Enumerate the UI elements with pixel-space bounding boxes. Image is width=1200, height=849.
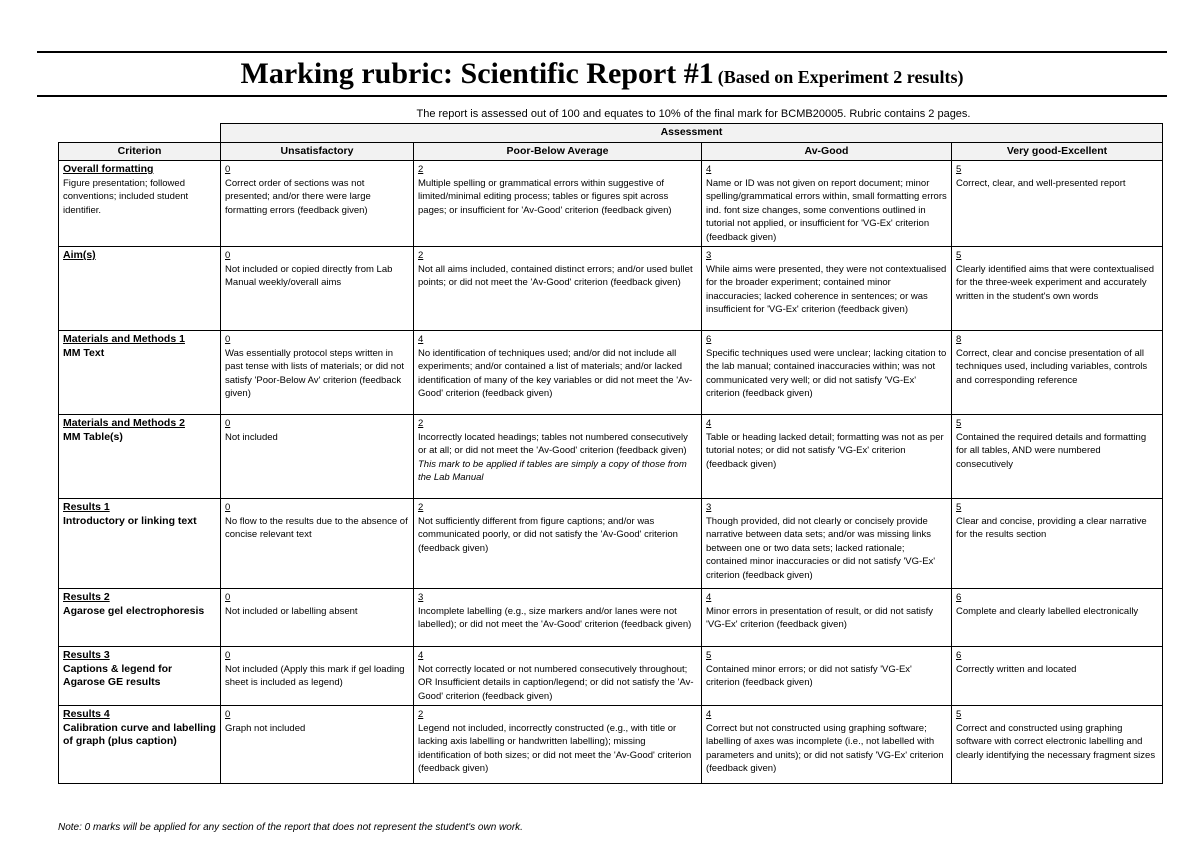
criterion-cell	[59, 647, 221, 706]
assessment-cell	[414, 415, 702, 499]
criterion-header: Criterion	[59, 142, 221, 161]
score-description: Was essentially protocol steps written in past tense with lists of materials; or did not satisfy 'Poor-Below Av' criterion (feedback given)	[225, 347, 404, 399]
score-description: Not included or labelling absent	[225, 605, 358, 617]
level-header-av-good: Av-Good	[702, 142, 952, 161]
criterion-subtitle: Captions & legend for Agarose GE results	[63, 662, 173, 688]
criterion-title: Results 2	[63, 591, 110, 603]
score-description: Not correctly located or not numbered consecutively throughout; OR Insufficient details in caption/legend; or did not satisfy the 'Av-Good' criterion (feedback given)	[418, 663, 694, 702]
score-description: Not included (Apply this mark if gel loading sheet is included as legend)	[225, 663, 405, 688]
assessment-cell	[952, 499, 1163, 589]
level-header-very-good: Very good-Excellent	[952, 142, 1163, 161]
score-description: Contained minor errors; or did not satisfy 'VG-Ex' criterion (feedback given)	[706, 663, 912, 688]
score-value: 0	[225, 709, 231, 720]
assessment-cell	[952, 589, 1163, 647]
rubric-table	[58, 123, 1163, 784]
rubric-row	[59, 589, 1163, 647]
score-value: 3	[418, 592, 424, 603]
score-description: While aims were presented, they were not contextualised for the broader experiment; contained minor inaccuracies; lacked coherence in sentences; or was insufficient for 'VG-Ex' criterion (feedback given)	[706, 263, 947, 315]
title-main: Marking rubric: Scientific Report #1	[240, 57, 714, 90]
score-value: 0	[225, 334, 231, 345]
assessment-cell	[702, 415, 952, 499]
assessment-cell	[702, 647, 952, 706]
score-italic-note: This mark to be applied if tables are simply a copy of those from the Lab Manual	[418, 458, 687, 483]
criterion-cell	[59, 161, 221, 247]
score-value: 4	[706, 592, 712, 603]
score-value: 5	[956, 250, 962, 261]
rubric-row	[59, 331, 1163, 415]
assessment-cell	[414, 499, 702, 589]
score-value: 6	[706, 334, 712, 345]
level-header-unsatisfactory: Unsatisfactory	[221, 142, 414, 161]
assessment-cell	[221, 161, 414, 247]
score-value: 4	[706, 418, 712, 429]
score-value: 4	[706, 709, 712, 720]
score-value: 3	[706, 502, 712, 513]
assessment-cell	[414, 706, 702, 784]
score-value: 6	[956, 650, 962, 661]
score-value: 5	[956, 502, 962, 513]
score-description: Incomplete labelling (e.g., size markers and/or lanes were not labelled); or did not meet the 'Av-Good' criterion (feedback given)	[418, 605, 692, 630]
assessment-cell	[221, 331, 414, 415]
score-value: 5	[956, 709, 962, 720]
score-value: 4	[418, 650, 424, 661]
score-description: Correct, clear and concise presentation of all techniques used, including variables, controls and corresponding reference	[956, 347, 1148, 386]
score-description: Complete and clearly labelled electronically	[956, 605, 1139, 617]
assessment-cell	[702, 247, 952, 331]
score-description: Correct but not constructed using graphing software; labelling of axes was incomplete (i.e., not labelled with parameters and units); or did not satisfy 'VG-Ex' criterion (feedback given)	[706, 722, 944, 774]
score-description: Not sufficiently different from figure captions; and/or was communicated poorly, or did not satisfy the 'Av-Good' criterion (feedback given)	[418, 515, 678, 554]
score-value: 2	[418, 418, 424, 429]
level-header-poor: Poor-Below Average	[414, 142, 702, 161]
score-value: 5	[956, 418, 962, 429]
score-value: 2	[418, 502, 424, 513]
criterion-cell	[59, 499, 221, 589]
criterion-title: Aim(s)	[63, 249, 96, 261]
criterion-title: Results 1	[63, 501, 110, 513]
score-description: Graph not included	[225, 722, 306, 734]
score-value: 2	[418, 164, 424, 175]
rubric-row	[59, 415, 1163, 499]
top-rule	[37, 51, 1167, 53]
assessment-cell	[952, 706, 1163, 784]
score-description: Specific techniques used were unclear; lacking citation to the lab manual; contained inaccuracies within; was not communicated very well; or did not satisfy 'VG-Ex' criterion (feedback given)	[706, 347, 947, 399]
assessment-cell	[952, 331, 1163, 415]
criterion-subtitle: MM Text	[63, 346, 105, 359]
score-value: 5	[706, 650, 712, 661]
criterion-title: Results 4	[63, 708, 110, 720]
assessment-cell	[702, 161, 952, 247]
criterion-subtitle: MM Table(s)	[63, 430, 123, 443]
rubric-row	[59, 247, 1163, 331]
assessment-cell	[414, 247, 702, 331]
score-value: 3	[706, 250, 712, 261]
criterion-title: Materials and Methods 2	[63, 417, 185, 429]
criterion-subtitle: Calibration curve and labelling of graph (plus caption)	[63, 721, 216, 747]
assessment-cell	[702, 499, 952, 589]
footnote: Note: 0 marks will be applied for any section of the report that does not represent the student's own work.	[58, 822, 523, 833]
score-description: Clear and concise, providing a clear narrative for the results section	[956, 515, 1147, 540]
assessment-cell	[221, 415, 414, 499]
assessment-cell	[414, 161, 702, 247]
assessment-header-row	[59, 124, 1163, 143]
score-description: Clearly identified aims that were contextualised for the three-week experiment and accurately written in the student's own words	[956, 263, 1155, 302]
score-value: 0	[225, 418, 231, 429]
assessment-cell	[221, 247, 414, 331]
score-value: 4	[418, 334, 424, 345]
rubric-row	[59, 499, 1163, 589]
assessment-cell	[702, 331, 952, 415]
criterion-note: Figure presentation; followed conventions; included student identifier.	[63, 177, 189, 216]
score-description: Multiple spelling or grammatical errors within suggestive of limited/minimal editing process; tables or figures spit across pages; or insufficient for 'Av-Good' criterion (feedback given)	[418, 177, 672, 216]
criterion-cell	[59, 247, 221, 331]
score-value: 0	[225, 592, 231, 603]
criterion-cell	[59, 589, 221, 647]
assessment-cell	[952, 647, 1163, 706]
score-description: No flow to the results due to the absence of concise relevant text	[225, 515, 408, 540]
assessment-cell	[414, 331, 702, 415]
score-description: Not included or copied directly from Lab Manual weekly/overall aims	[225, 263, 393, 288]
score-description: Minor errors in presentation of result, or did not satisfy 'VG-Ex' criterion (feedback given)	[706, 605, 934, 630]
criterion-subtitle: Agarose gel electrophoresis	[63, 604, 205, 617]
assessment-cell	[952, 161, 1163, 247]
score-value: 2	[418, 709, 424, 720]
rubric-body	[59, 161, 1163, 784]
score-value: 0	[225, 250, 231, 261]
criterion-cell	[59, 706, 221, 784]
score-description: Correct, clear, and well-presented report	[956, 177, 1126, 189]
score-description: Not included	[225, 431, 278, 443]
criterion-title: Overall formatting	[63, 163, 154, 175]
title-rule	[37, 95, 1167, 97]
score-description: Correct order of sections was not presented; and/or there were large formatting errors (feedback given)	[225, 177, 371, 216]
score-value: 8	[956, 334, 962, 345]
assessment-cell	[221, 499, 414, 589]
score-value: 6	[956, 592, 962, 603]
assessment-cell	[952, 415, 1163, 499]
assessment-header: Assessment	[221, 124, 1163, 143]
criterion-title: Results 3	[63, 649, 110, 661]
score-description: Though provided, did not clearly or concisely provide narrative between data sets; and/or was missing links between one or two data sets; lacked rationale; contained minor inaccuracies or did not satisfy 'VG-Ex' criterion (feedback given)	[706, 515, 936, 581]
criterion-cell	[59, 415, 221, 499]
assessment-cell	[221, 706, 414, 784]
score-value: 4	[706, 164, 712, 175]
criterion-subtitle: Introductory or linking text	[63, 514, 197, 527]
assessment-cell	[221, 647, 414, 706]
assessment-cell	[221, 589, 414, 647]
level-header-row	[59, 142, 1163, 161]
assessment-cell	[414, 647, 702, 706]
rubric-row	[59, 706, 1163, 784]
assessment-cell	[702, 706, 952, 784]
score-description: Legend not included, incorrectly constructed (e.g., with title or lacking axis labelling or handwritten labelling); missing identification of both sizes; or did not meet the 'Av-Good' criterion (feedback given)	[418, 722, 692, 774]
blank-corner-cell	[59, 124, 221, 143]
score-description: Correctly written and located	[956, 663, 1077, 675]
rubric-row	[59, 161, 1163, 247]
assessment-cell	[702, 589, 952, 647]
score-description: No identification of techniques used; and/or did not include all experiments; and/or contained a list of materials; and/or lacked identification of many of the key variables or did not meet the 'Av-Good' criterion (feedback given)	[418, 347, 693, 399]
score-description: Name or ID was not given on report document; minor spelling/grammatical errors within, small formatting errors ind. font size changes, some conventions outlined in tutorial not applied, or insufficient for 'VG-Ex' criterion (feedback given)	[706, 177, 947, 243]
score-description: Contained the required details and formatting for all tables, AND were numbered consecutively	[956, 431, 1147, 470]
score-value: 0	[225, 650, 231, 661]
score-value: 0	[225, 164, 231, 175]
score-description: Correct and constructed using graphing software with correct electronic labelling and clearly identifying the necessary fragment sizes	[956, 722, 1156, 761]
score-value: 2	[418, 250, 424, 261]
page-title	[37, 57, 1167, 91]
rubric-row	[59, 647, 1163, 706]
title-sub: (Based on Experiment 2 results)	[717, 67, 964, 87]
assessment-cell	[414, 589, 702, 647]
score-description: Incorrectly located headings; tables not numbered consecutively or at all; or did not meet the 'Av-Good' criterion (feedback given)	[418, 431, 688, 456]
score-value: 5	[956, 164, 962, 175]
score-description: Table or heading lacked detail; formatting was not as per tutorial notes; or did not satisfy 'VG-Ex' criterion (feedback given)	[706, 431, 944, 470]
intro-text: The report is assessed out of 100 and equates to 10% of the final mark for BCMB20005. Rubric contains 2 pages.	[416, 108, 971, 120]
criterion-cell	[59, 331, 221, 415]
criterion-title: Materials and Methods 1	[63, 333, 185, 345]
assessment-cell	[952, 247, 1163, 331]
score-description: Not all aims included, contained distinct errors; and/or used bullet points; or did not meet the 'Av-Good' criterion (feedback given)	[418, 263, 693, 288]
score-value: 0	[225, 502, 231, 513]
